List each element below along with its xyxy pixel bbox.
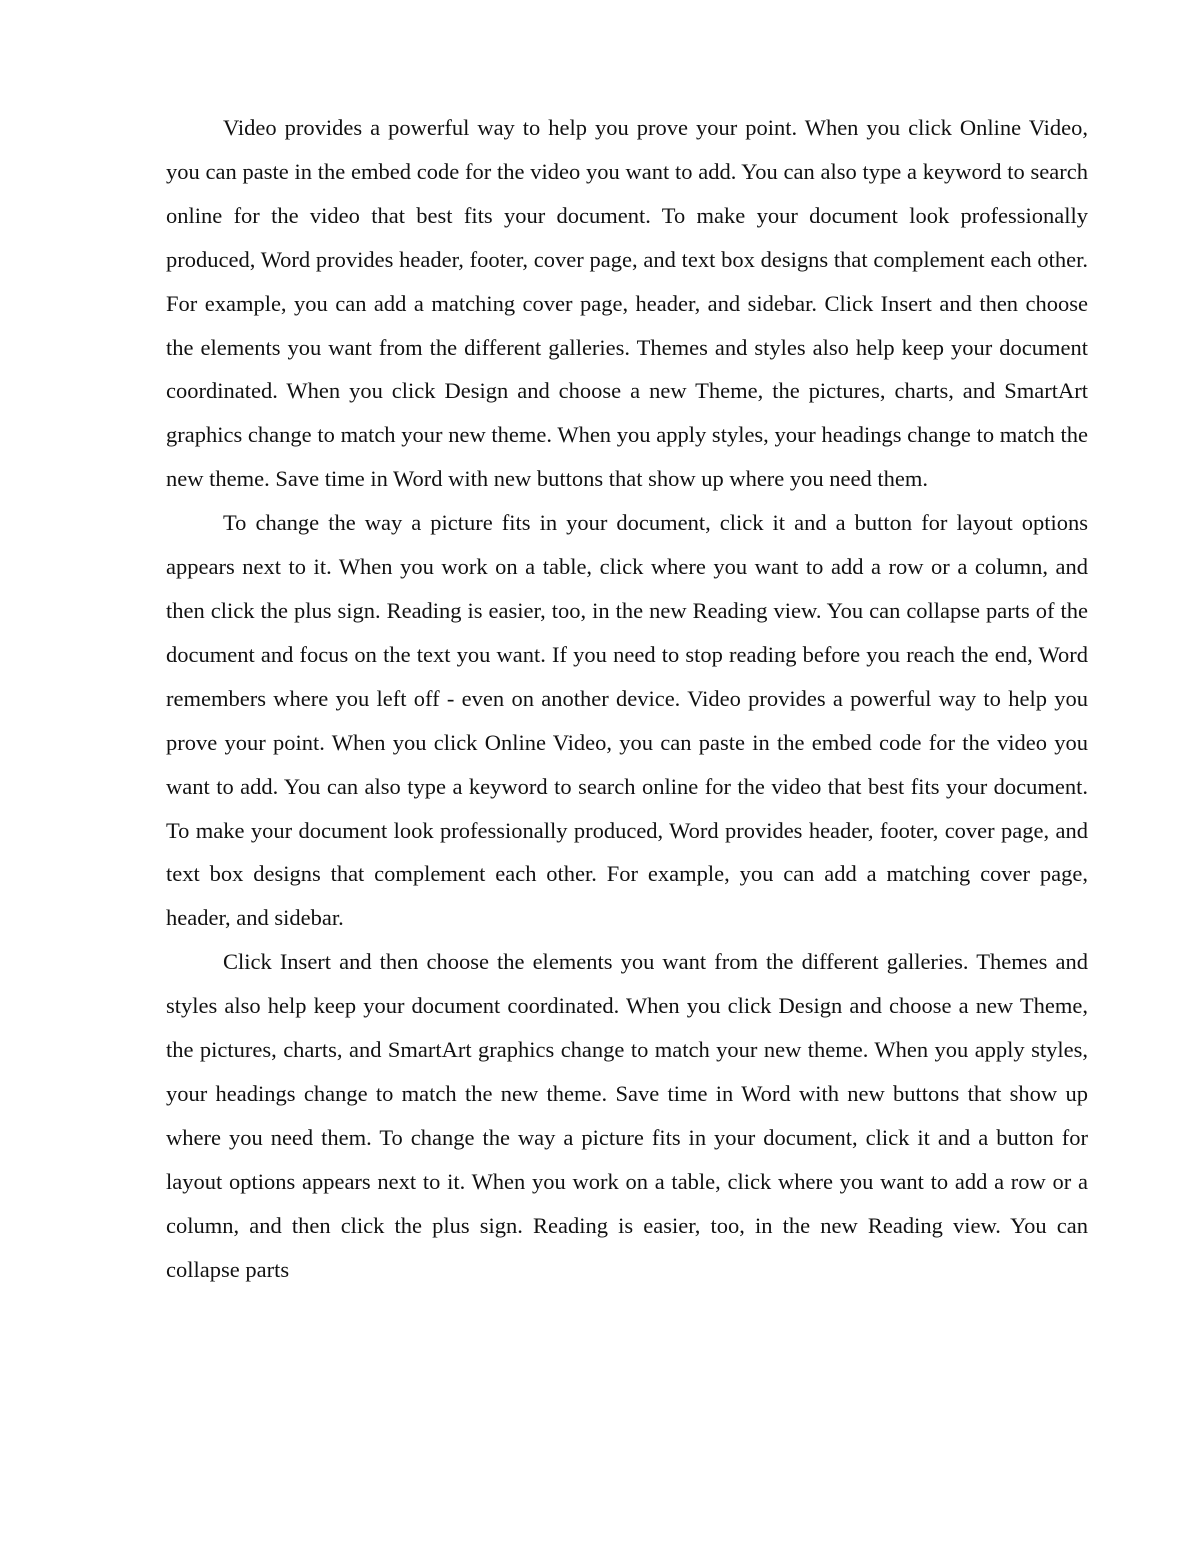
document-body <box>166 106 1088 1291</box>
paragraph-2: To change the way a picture fits in your document, click it and a button for layout options appears next to it. When you work on a table, click where you want to add a row or a column, and then click the plus sign. Reading is easier, too, in the new Reading view. You can collapse parts of the document and focus on the text you want. If you need to stop reading before you reach the end, Word remembers where you left off - even on another device. Video provides a powerful way to help you prove your point. When you click Online Video, you can paste in the embed code for the video you want to add. You can also type a keyword to search online for the video that best fits your document. To make your document look professionally produced, Word provides header, footer, cover page, and text box designs that complement each other. For example, you can add a matching cover page, header, and sidebar. <box>166 510 1088 931</box>
paragraph-1: Video provides a powerful way to help you prove your point. When you click Online Video, you can paste in the embed code for the video you want to add. You can also type a keyword to search online for the video that best fits your document. To make your document look professionally produced, Word provides header, footer, cover page, and text box designs that complement each other. For example, you can add a matching cover page, header, and sidebar. Click Insert and then choose the elements you want from the different galleries. Themes and styles also help keep your document coordinated. When you click Design and choose a new Theme, the pictures, charts, and SmartArt graphics change to match your new theme. When you apply styles, your headings change to match the new theme. Save time in Word with new buttons that show up where you need them. <box>166 115 1088 492</box>
paragraph-3: Click Insert and then choose the elements you want from the different galleries. Themes and styles also help keep your document coordinated. When you click Design and choose a new Theme, the pictures, charts, and SmartArt graphics change to match your new theme. When you apply styles, your headings change to match the new theme. Save time in Word with new buttons that show up where you need them. To change the way a picture fits in your document, click it and a button for layout options appears next to it. When you work on a table, click where you want to add a row or a column, and then click the plus sign. Reading is easier, too, in the new Reading view. You can collapse parts <box>166 949 1088 1282</box>
